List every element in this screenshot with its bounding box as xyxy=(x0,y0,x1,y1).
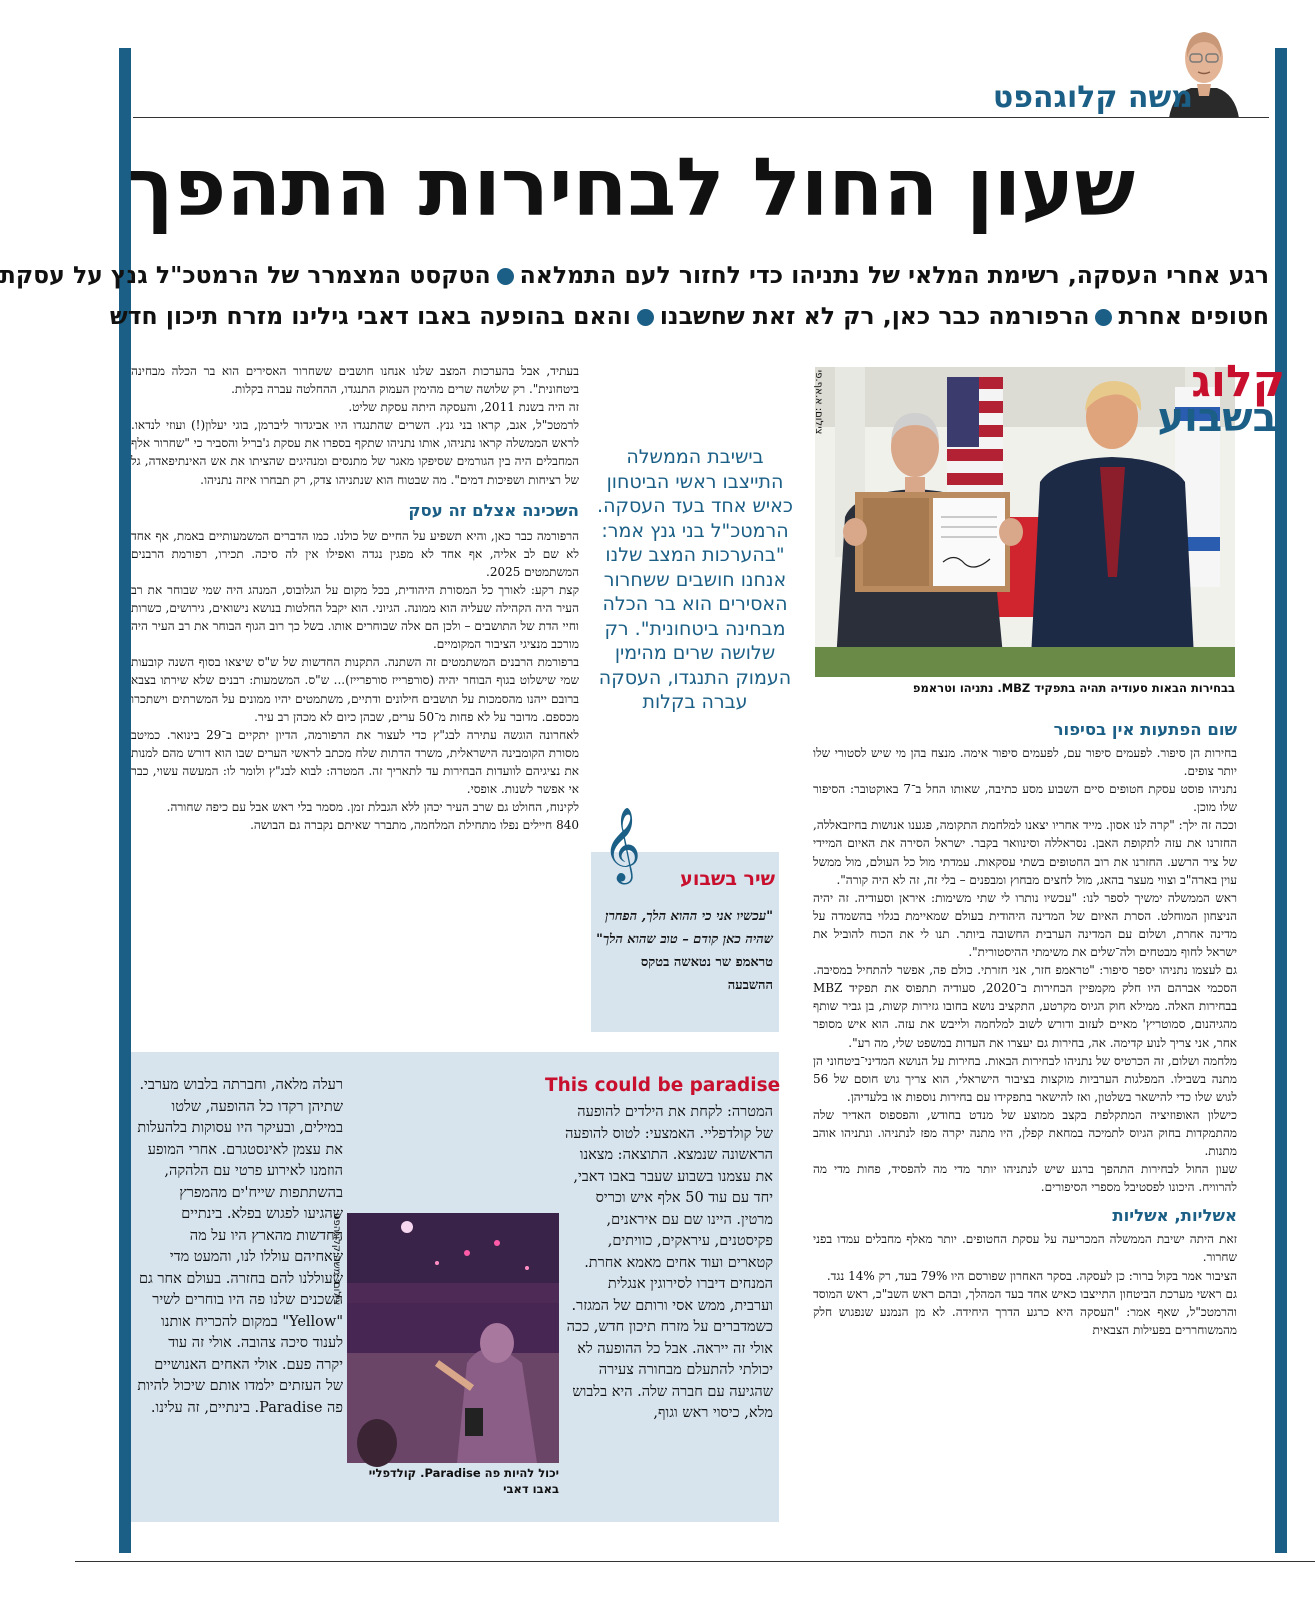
paragraph: הרפורמה כבר כאן, והיא תשפיע על החיים של כולנו. כמו הדברים המשמעותיים באמת, אף אחד לא שם לב אליה, אף אחד לא מפגין נגדה ואפילו אין לה סיכה. תכירו, רפורמת הרבנים המשתמטים 2025. xyxy=(131,528,579,579)
subhead-item: הרפורמה כבר כאן, רק לא זאת שחשבנו xyxy=(659,302,1090,330)
right-column xyxy=(813,718,1237,1339)
section-heading: השכינה אצלם זה עסק xyxy=(408,500,579,520)
paragraph: זה היה בשנת 2011, והעסקה היתה עסקת שליט. xyxy=(348,400,579,415)
author-name: משה קלוגהפט xyxy=(992,80,1193,115)
paragraph: הציבור אמר בקול ברור: כן לעסקה. בסקר האחרון שפורסם היו 79% בעד, רק 14% נגד. xyxy=(826,1268,1237,1283)
paragraph: לקינוח, החולט גם שרב העיר יכהן ללא הגבלת זמן. מסמר בלי ראש אבל עם כיפה שחורה. xyxy=(166,800,579,815)
headline: שעון החול לבחירות התהפך xyxy=(127,141,1135,234)
treble-clef-icon: 𝄞 xyxy=(603,808,641,882)
klug-quote: בישיבת הממשלה התייצבו ראשי הביטחון כאיש אחד בעד העסקה. הרמטכ"ל בני גנץ אמר: "בהערכות המצב שלנו אנחנו חושבים ששחרור האסירים הוא בר הכלה מבחינה ביטחונית". רק שלושה שרים מהימין העמוק התנגדו, העסקה עברה בקלות xyxy=(597,446,793,713)
subhead-item: הטקסט המצמרר של הרמטכ"ל גנץ על עסקת xyxy=(0,261,491,289)
paragraph: וככה זה ילך: "קרה לנו אסון. מייד אחריו יצאנו למלחמת התקומה, פגענו אנושות בחיזבאללה, החזרנו את עזה לתקופת האבן. נסראללה וסינוואר בקבר. ישראל הסירה את האיום המיידי של ציר הרשע. החזרנו את רוב החטופים בשתי עסקאות. עמדתי מול כל העולם, מול ממשל עוין בארה"ב וצווי מעצר בהאג, מול לחצים מבחוץ ומבפנים – בלי זה, זה לא היה קורה". xyxy=(813,818,1237,887)
klug-subtitle: בשבוע xyxy=(1157,395,1277,441)
paragraph: ראש הממשלה ימשיך לספר לנו: "עכשיו נותרו לי שתי משימות: איראן וסעודיה. זה יהיה הניצחון המוחלט. הסרת האיום של המדינה היהודית בעולם שמאיימת בגלוי בהשמדה על מדינה אחרת, ושלום עם המדינה הערבית החשובה ביותר. תנו לי את הכוח להוביל את ישראל לחוף מבטחים ולה־שלים את משימתי ההיסטורית". xyxy=(813,890,1237,960)
concert-photo-caption: יכול להיות פה Paradise. קולדפליי באבו דאבי xyxy=(368,1466,559,1496)
paragraph: ברפורמת הרבנים המשתמטים זה השתנה. התקנות החדשות של ש"ס שיצאו בסוף השנה קובעות שמי שישלוט בגוף הבוחר יהיה (סורפרייז סורפרייז)... ש"ס. המשמעות: רבנים שלא שירתו בצבא ברובם ייהנו מהסמכות על תושבים חילונים ודתיים, משתמטים יהיו ממונים על המשרתים וישתכרו מכספם. מדובר על לא פחות מ־50 ערים, שבהן כיום לא מכהן רב עיר. xyxy=(131,655,579,724)
section-heading: שום הפתעות אין בסיפור xyxy=(1053,720,1237,739)
bullet-dot-icon xyxy=(497,268,514,285)
song-source: טראמפ שר נטאשה בטקס ההשבעה xyxy=(640,955,773,993)
song-title: שיר בשבוע xyxy=(680,868,775,890)
paragraph: גם לעצמו נתניהו יספר סיפור: "טראמפ חזר, אני חזרתי. כולם פה, אפשר להתחיל במסיבה. הסכמי אברהם היו חלק מקמפיין הבחירות ב־2020, סעודיה תתפוס את תפקיד MBZ בבחירות האלה. ממילא חוק הגיוס מקרטע, התקציב נושא בחובו גזירות קשות, בן גביר שותף מהגיהנום, סמוטריץ' מאיים לעזוב ודורש לשוב למלחמה ולייבש את עזה. הוא איש מסופר אחר, אני צריך לנוע קדימה. אה, בחירות גם יעצרו את העדות במשפט שלי, מה רע". xyxy=(813,963,1237,1050)
paragraph: גם ראשי מערכת הביטחון התייצבו כאיש אחד בעד המהלך, ובהם ראש השב"כ, ראש המוסד והרמטכ"ל, שאף אמר: "העסקה היא כרגע הדרך היחידה. לא מן הנמנע שנפגוש חלק מהמשוחררים בפעילות הצבאית xyxy=(813,1286,1237,1337)
subhead-item: והאם בהופעה באבו דאבי גילינו מזרח תיכון חדש xyxy=(109,302,631,330)
paragraph: 840 חיילים נפלו מתחילת המלחמה, מתברר שאיתם נקברה גם הבושה. xyxy=(250,818,579,833)
paragraph: זאת היתה ישיבת הממשלה המכריעה על עסקת החטופים. יותר מאלף מחבלים עמדו בפני שחרור. xyxy=(813,1232,1237,1265)
song-text xyxy=(595,905,773,997)
paragraph: קצת רקע: לאורך כל המסורת היהודית, בכל מקום על הגלובוס, המנהג היה שמי שבוחר את רב העיר היה הקהילה שעליה הוא ממונה. הגיוני. הוא יקבל החלטות בנושא נישואים, גירושים, כשרות וחיי הדת של התושבים – ולכן הם אלה שבוחרים אותו. בשל כך רוב הגוף הבוחר את רב העיר היה מורכב מנציגי הציבור המקומיים. xyxy=(131,582,579,652)
bullet-dot-icon xyxy=(637,309,654,326)
paragraph: בעתיד, אבל בהערכות המצב שלנו אנחנו חושבים ששחרור האסירים הוא בר הכלה מבחינה ביטחונית". רק שלושה שרים מהימין העמוק התנגדו, ההחלטה עברה בקלות. xyxy=(131,364,579,397)
paradise-text-right: המטרה: לקחת את הילדים להופעה של קולדפליי. האמצעי: לטוס להופעה הראשונה שנמצא. התוצאה: מצאנו את עצמנו בשבוע שעבר באבו דאבי, יחד עם עוד 50 אלף איש וכריס מרטין. היינו שם עם איראנים, פקיסטנים, עיראקים, כוויתים, קטארים ועוד אחים מאמא אחרת. המנחים דיברו לסירוגין אנגלית וערבית, ממש אסי ורותם של המגזר. כשמדברים על מזרח תיכון חדש, ככה אולי זה ייראה. אבל כל ההופעה לא יכולתי להתעלם מבחורה צעירה שהגיעה עם חברה שלה. היא בלבוש מלא, כיסוי ראש וגוף, xyxy=(565,1104,773,1421)
paragraph: לאחרונה הוגשה עתירה לבג"ץ כדי לעצור את הרפורמה, הדיון יתקיים ב־29 בינואר. כמיטב מסורת הקומבינה הישראלית, משרד הדתות שלח מכתב לראשי הערים שבו הוא דורש מהם למנות את נציגיהם לוועדות הבחירות עד לתאריך זה. המטרה: לבוא לבג"ץ ולומר לו: המעשה עשוי, כבר אי אפשר לשנות. אופסי. xyxy=(131,727,579,796)
header-rule xyxy=(133,117,1269,118)
paragraph: נתניהו פוסט עסקת חטופים סיים השבוע מסע כתיבה, שאותו החל ב־7 באוקטובר: הסיפור שלו מוכן. xyxy=(813,782,1237,815)
concert-photo xyxy=(347,1213,559,1463)
paradise-title: This could be paradise xyxy=(545,1075,781,1096)
right-accent-bar xyxy=(1275,48,1287,1553)
paragraph: מלחמה ושלום, זה הכרטיס של נתניהו לבחירות הבאות. בחירות על הנושא המדיני־ביטחוני הן מתנה בשבילו. המפלגות הערביות מוקצות בציבור הישראלי, הוא צריך גוש חוסם של 56 לגוש שלו כדי להישאר בשלטון, ואז להישאר בתפקידו עם בחירות נוספות או בלעדיהן. xyxy=(813,1053,1237,1104)
bullet-dot-icon xyxy=(1095,309,1112,326)
paragraph: בחירות הן סיפור. לפעמים סיפור עם, לפעמים סיפור אימה. מנצח בהן מי שיש לסטורי שלו יותר צופים. xyxy=(813,746,1237,779)
subhead-line-2 xyxy=(109,296,1269,336)
klug-title: קלוג xyxy=(1191,356,1285,407)
subhead-item: חטופים אחרת xyxy=(1118,302,1269,330)
paragraph: כישלון האופוזיציה המתקלפת בקצב ממוצע של מנדט בחודש, והפספוס האדיר שלה מהתמקדות בחוק הגיוס לתמיכה במחאת קפלן, היו מתנה יקרה מפז לנתניהו. ונתניהו אוהב מתנות. xyxy=(813,1107,1237,1159)
footer-rule xyxy=(75,1561,1315,1562)
concert-photo-credit: צילום: משה קלוגהפט xyxy=(331,1213,342,1306)
song-lyric: "עכשיו אני כי ההוא הלך, הפחרן שהיה כאן קודם – טוב שהוא הלך" xyxy=(596,909,773,947)
photo-caption: בבחירות הבאות סעודיה תהיה בתפקיד MBZ. נתניהו וטראמפ xyxy=(912,681,1235,695)
paragraph: לרמטכ"ל, אגב, קראו בני גנץ. השרים שהתנגדו היו אביגדור ליברמן, בוגי יעלון(!) ועוזי לנדאו. לראש הממשלה קראו נתניהו, אותו נתניהו שתקף בספרו את עסקת ג'בריל והסביר כי "שחרור אלף המחבלים היה בין הגורמים שסיפקו מאגר של מתנסים ומנהיגים שהציתו את אש האינתיפאדה, גל של רציחות ושפיכות דמים". מה שבטוח הוא שנתניהו צדק, רק תבחרו איזה נתניהו. xyxy=(131,418,579,487)
subhead-line-1 xyxy=(0,255,1269,295)
paradise-text-left: רעלה מלאה, וחברתה בלבוש מערבי. שתיהן רקדו כל ההופעה, שלטו במילים, ובעיקר היו עסוקות בלהעלות את עצמן לאינסטגרם. אחרי המופע הוזמנו לאירוע פרטי עם הלהקה, בהשתתפות שייח'ים מהמפרץ שהגיעו לפגוש בפלא. בינתיים החדשות מהארץ היו על מה שאחיהם עוללו לנו, והמעט מדי שעוללנו להם בחזרה. בעולם אחר גם השכנים שלנו פה היו בוחרים לשיר "Yellow" במקום להכריח אותנו לענוד סיכה צהובה. אולי זה עוד יקרה פעם. אולי האחים האנושיים של העזתים ילמדו אותם שיכול להיות פה Paradise. בינתיים, זה עלינו. xyxy=(137,1077,343,1416)
left-column xyxy=(131,362,579,834)
section-heading: אשליות, אשליות xyxy=(1112,1206,1237,1226)
paragraph: שעון החול לבחירות התהפך ברגע שיש לנתניהו יותר מדי מה להפסיד, פחות מדי מה להרוויח. היכונו לפסטיבל מספרי הסיפורים. xyxy=(813,1162,1237,1195)
photo-credit: צילום: א.אף.פי xyxy=(813,370,824,435)
subhead-item: רגע אחרי העסקה, רשימת המלאי של נתניהו כדי לחזור לעם התמלאה xyxy=(519,261,1269,289)
